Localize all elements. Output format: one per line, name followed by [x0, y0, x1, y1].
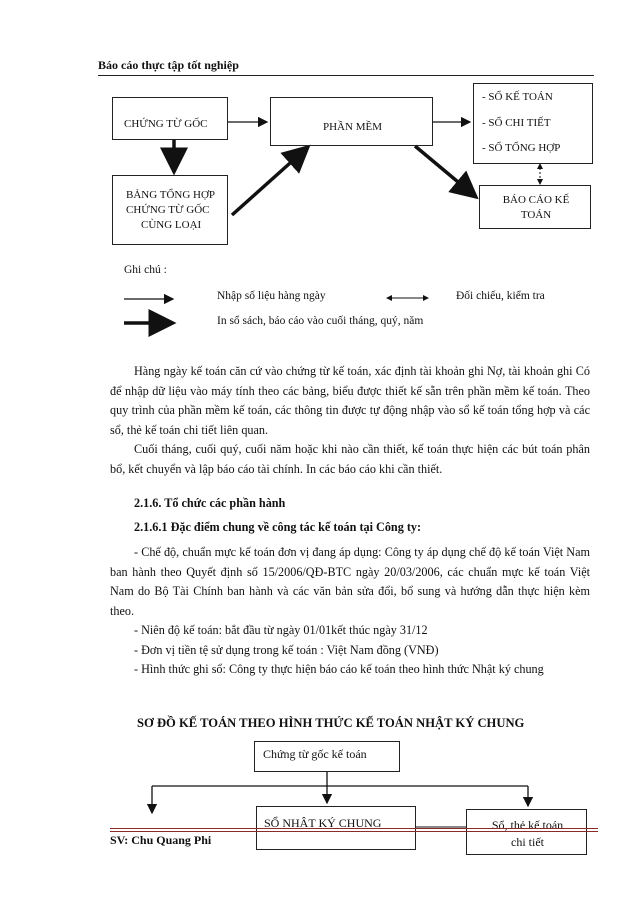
so-ke-toan-label: - SỔ KẾ TOÁN	[482, 91, 553, 103]
paragraph-daily-entry: Hàng ngày kế toán căn cứ vào chứng từ kế toán, xác định tài khoản ghi Nợ, tài khoản ghi Có để nhập dữ liệu vào máy tính theo các bảng, biểu được thiết kế sẵn trên phần mềm kế toán. Theo quy trình của phần mềm kế toán, các thông tin được tự động nhập vào sổ kế toán tổng hợp và các sổ, thẻ kế toán chi tiết liên quan.	[110, 364, 590, 437]
box-chung-tu-goc	[112, 97, 228, 140]
bao-cao-line2: TOÁN	[520, 209, 552, 221]
so-the-line2: chi tiết	[511, 835, 544, 849]
bang-tong-hop-line2: CHỨNG TỪ GỐC	[126, 204, 210, 216]
paragraph-fiscal-year: - Niên độ kế toán: bắt đầu từ ngày 01/01kết thúc ngày 31/12	[134, 623, 428, 637]
legend-reconcile: Đối chiếu, kiểm tra	[456, 290, 545, 302]
box-so-the-chi-tiet	[466, 809, 587, 855]
policy-text-block	[110, 543, 590, 680]
report-header-title: Báo cáo thực tập tốt nghiệp	[98, 58, 239, 72]
legend-print-reports: In sổ sách, báo cáo vào cuối tháng, quý, năm	[217, 315, 424, 327]
paragraph-currency: - Đơn vị tiền tệ sử dụng trong kế toán : Việt Nam đồng (VNĐ)	[134, 642, 439, 657]
box-bao-cao-ke-toan	[479, 185, 591, 229]
box-bang-tong-hop	[112, 175, 228, 245]
box-chung-tu-goc-label: CHỨNG TỪ GỐC	[124, 118, 208, 130]
footer-divider-bottom	[110, 831, 598, 832]
paragraph-bookkeeping-form: - Hình thức ghi sổ: Công ty thực hiện báo cáo kế toán theo hình thức Nhật ký chung	[134, 662, 544, 676]
bang-tong-hop-line3: CÙNG LOẠI	[141, 219, 202, 231]
body-text-block	[110, 362, 590, 479]
section-heading-2-1-6-1: 2.1.6.1 Đặc điểm chung về công tác kế toán tại Công ty:	[134, 520, 422, 534]
paragraph-accounting-regime: - Chế độ, chuẩn mực kế toán đơn vị đang áp dụng: Công ty áp dụng chế độ kế toán Việt Nam ban hành theo Quyết định số 15/2006/QĐ-BTC ngày 20/03/2006, các chuẩn mực kế toán Việt Nam do Bộ Tài Chính ban hành và các văn bản sửa đổi, bổ sung và hướng dẫn thực hiện kèm theo.	[110, 545, 590, 618]
bang-tong-hop-line1: BẢNG TỔNG HỢP	[126, 189, 216, 201]
bao-cao-line1: BÁO CÁO KẾ	[502, 194, 570, 206]
section-heading-2-1-6: 2.1.6. Tổ chức các phần hành	[134, 496, 286, 510]
arrow-phanmem-to-baocao	[415, 146, 476, 197]
diagram-nhat-ky-chung-title: SƠ ĐỒ KẾ TOÁN THEO HÌNH THỨC KẾ TOÁN NHẬT KÝ CHUNG	[137, 716, 525, 730]
arrow-bangtonghop-to-phanmem	[232, 147, 308, 215]
box-so-ke-toan	[473, 83, 593, 164]
legend-title: Ghi chú :	[124, 264, 167, 276]
so-tong-hop-label: - SỔ TỔNG HỢP	[482, 142, 561, 154]
box-phan-mem	[270, 97, 433, 146]
so-chi-tiet-label: - SỔ CHI TIẾT	[482, 117, 551, 129]
chung-tu-goc-ke-toan-label: Chứng từ gốc kế toán	[263, 747, 367, 761]
so-the-line1: Sổ, thẻ kế toán	[491, 818, 564, 832]
paragraph-period-end: Cuối tháng, cuối quý, cuối năm hoặc khi nào cần thiết, kế toán thực hiện các bút toán phân bổ, kết chuyển và lập báo cáo tài chính. In các báo cáo khi cần thiết.	[110, 442, 590, 476]
so-nhat-ky-chung-label: SỔ NHẬT KÝ CHUNG	[264, 816, 382, 830]
box-phan-mem-label: PHẦN MỀM	[323, 121, 382, 133]
footer-divider-top	[110, 828, 598, 829]
footer-student-name: SV: Chu Quang Phi	[110, 833, 212, 847]
box-chung-tu-goc-ke-toan	[254, 741, 400, 772]
legend-daily-input: Nhập số liệu hàng ngày	[217, 290, 326, 302]
